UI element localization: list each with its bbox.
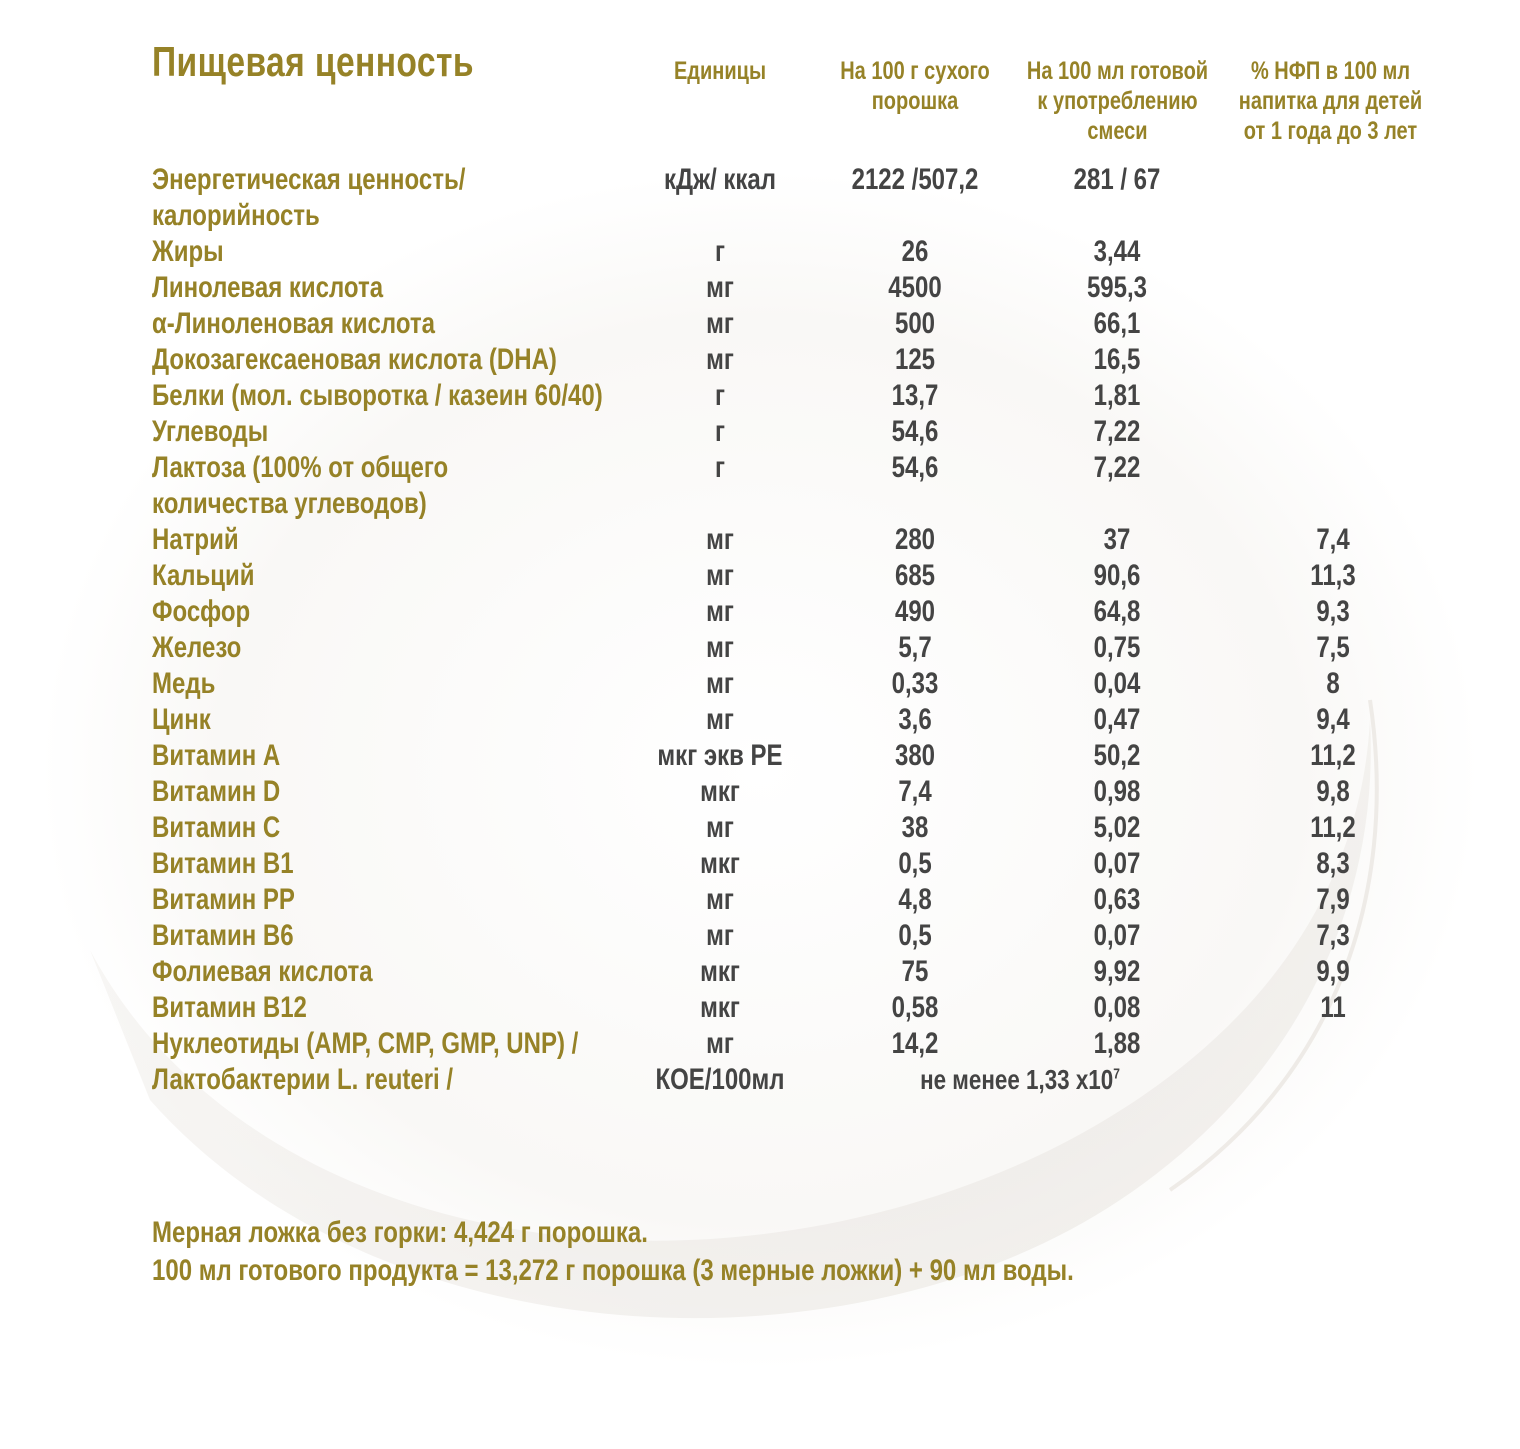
dry-value-cell: 4500 [888,271,942,304]
nutrient-name: Витамин С [152,811,281,844]
nutrient-name: Витамин РР [152,883,295,916]
nutrient-name: Линолевая кислота [152,271,384,304]
table-row [0,990,1520,1026]
table-row [0,378,1520,414]
percent-value-cell: 11,2 [1310,739,1356,772]
percent-value-cell: 11,2 [1310,811,1356,844]
unit-cell: мг [706,559,734,592]
unit-cell: мг [706,271,734,304]
table-row [0,630,1520,666]
dry-value-cell: 125 [894,343,936,376]
table-row [0,306,1520,342]
nutrient-name: Углеводы [152,415,269,448]
unit-cell: КОЕ/100мл [655,1063,785,1096]
table-row [0,522,1520,558]
ready-value-cell: 3,44 [1093,235,1141,268]
percent-value-cell: 9,9 [1316,955,1350,988]
unit-cell: мг [706,343,734,376]
table-row [0,342,1520,378]
dry-value-cell: 0,5 [898,847,932,880]
unit-cell: мкг [700,775,740,808]
nutrient-name: Белки (мол. сыворотка / казеин 60/40) [152,379,603,412]
table-row [0,1026,1520,1062]
dry-value-cell: 685 [894,559,936,592]
dry-value-cell: 4,8 [898,883,932,916]
dry-value-cell: 75 [901,955,929,988]
dry-value-cell: 38 [901,811,929,844]
unit-cell: г [715,235,725,268]
ready-value-cell: 0,75 [1093,631,1141,664]
unit-cell: мкг [700,991,740,1024]
nutrient-name: Нуклеотиды (AMP, CMP, GMP, UNP) / [152,1027,579,1060]
ready-value-cell: 0,04 [1093,667,1141,700]
page-title: Пищевая ценность [152,38,474,85]
ready-value-cell: 9,92 [1093,955,1141,988]
percent-value-cell: 8,3 [1316,847,1350,880]
ready-value-cell: 1,88 [1093,1027,1141,1060]
ready-value-cell: 5,02 [1093,811,1141,844]
header-percent-daily: % НФП в 100 мл напитка для детей от 1 года до 3 лет [1238,57,1423,145]
unit-cell: мг [706,919,734,952]
ready-value-cell: 7,22 [1093,415,1141,448]
percent-value-cell: 8 [1326,667,1340,700]
dry-value-cell: 280 [894,523,936,556]
ready-value-cell: 64,8 [1093,595,1141,628]
nutrient-name: Железо [152,631,242,664]
percent-value-cell: 7,9 [1316,883,1350,916]
ready-value-cell: 0,07 [1093,847,1141,880]
nutrient-name: Докозагексаеновая кислота (DHA) [152,343,557,376]
unit-cell: г [715,379,725,412]
nutrient-name: Фосфор [152,595,251,628]
dry-value-cell: 0,33 [891,667,939,700]
table-row [0,234,1520,270]
nutrient-name: Медь [152,667,216,700]
unit-cell: мг [706,523,734,556]
table-row [0,1062,1520,1098]
unit-cell: мг [706,883,734,916]
table-row [0,270,1520,306]
table-row [0,666,1520,702]
ready-value-cell: 50,2 [1093,739,1141,772]
header-units: Единицы [673,57,767,85]
ready-value-cell: 7,22 [1093,451,1141,484]
unit-cell: г [715,415,725,448]
unit-cell: кДж/ ккал [663,163,777,196]
dry-value-cell: 380 [894,739,936,772]
unit-cell: мкг [700,847,740,880]
unit-cell: мкг [700,955,740,988]
table-row [0,558,1520,594]
dry-value-cell: 7,4 [898,775,932,808]
table-row [0,594,1520,630]
unit-cell: мг [706,703,734,736]
dry-value-cell: 13,7 [891,379,939,412]
nutrient-name: Витамин А [152,739,281,772]
percent-value-cell: 7,5 [1316,631,1350,664]
dry-value-cell: 2122 /507,2 [851,163,979,196]
footer-scoop-note: Мерная ложка без горки: 4,424 г порошка. [152,1216,648,1249]
ready-value-cell: 0,08 [1093,991,1141,1024]
nutrient-name: Кальций [152,559,255,592]
percent-value-cell: 9,3 [1316,595,1350,628]
nutrient-name: Лактоза (100% от общего количества углеводов) [152,451,449,520]
ready-value-cell: 66,1 [1093,307,1141,340]
nutrient-name: Лактобактерии L. reuteri / [152,1063,454,1096]
unit-cell: г [715,451,725,484]
ready-value-cell: 0,47 [1093,703,1141,736]
nutrient-name: Витамин В1 [152,847,294,880]
unit-cell: мг [706,1027,734,1060]
unit-cell: мкг экв РЕ [657,739,783,772]
table-row [0,414,1520,450]
table-row [0,738,1520,774]
table-row [0,162,1520,234]
ready-value-cell: 16,5 [1093,343,1141,376]
ready-value-cell: 1,81 [1093,379,1141,412]
nutrient-name: Цинк [152,703,211,736]
dry-value-cell: 500 [894,307,936,340]
dry-value-cell: 54,6 [891,451,939,484]
lactobacteria-value-text: не менее 1,33 х10 [920,1064,1114,1095]
nutrient-name: Витамин D [152,775,281,808]
dry-value-cell: 3,6 [898,703,932,736]
dry-value-cell: 14,2 [891,1027,939,1060]
dry-value-cell: 54,6 [891,415,939,448]
header-ready-mix: На 100 мл готовой к употреблению смеси [1026,57,1209,145]
ready-value-cell: 0,98 [1093,775,1141,808]
nutrition-table [0,162,1520,1098]
table-row [0,450,1520,522]
dry-value-cell: 26 [901,235,929,268]
lactobacteria-value [892,1062,1148,1098]
dry-value-cell: 5,7 [898,631,932,664]
footer-notes [152,1214,1074,1290]
nutrient-name: Энергетическая ценность/ калорийность [152,163,466,232]
dry-value-cell: 0,5 [898,919,932,952]
header-dry-powder: На 100 г сухого порошка [840,57,990,115]
table-row [0,702,1520,738]
table-row [0,774,1520,810]
ready-value-cell: 0,07 [1093,919,1141,952]
percent-value-cell: 7,3 [1316,919,1350,952]
nutrient-name: Натрий [152,523,239,556]
unit-cell: мг [706,667,734,700]
nutrient-name: Витамин В6 [152,919,294,952]
table-row [0,810,1520,846]
ready-value-cell: 37 [1103,523,1131,556]
ready-value-cell: 595,3 [1086,271,1148,304]
percent-value-cell: 9,8 [1316,775,1350,808]
percent-value-cell: 7,4 [1316,523,1350,556]
table-row [0,846,1520,882]
nutrient-name: Жиры [152,235,224,268]
percent-value-cell: 11 [1320,991,1346,1024]
percent-value-cell: 11,3 [1310,559,1356,592]
footer-preparation-note: 100 мл готового продукта = 13,272 г порошка (3 мерные ложки) + 90 мл воды. [152,1254,1074,1287]
nutrient-name: Фолиевая кислота [152,955,373,988]
percent-value-cell: 9,4 [1316,703,1350,736]
table-row [0,882,1520,918]
dry-value-cell: 0,58 [891,991,939,1024]
unit-cell: мг [706,307,734,340]
unit-cell: мг [706,631,734,664]
lactobacteria-value-exponent: 7 [1113,1065,1120,1083]
unit-cell: мг [706,595,734,628]
ready-value-cell: 281 / 67 [1073,163,1161,196]
table-row [0,918,1520,954]
nutrient-name: Витамин В12 [152,991,307,1024]
table-row [0,954,1520,990]
nutrient-name: α-Линоленовая кислота [152,307,435,340]
unit-cell: мг [706,811,734,844]
dry-value-cell: 490 [894,595,936,628]
ready-value-cell: 90,6 [1093,559,1141,592]
ready-value-cell: 0,63 [1093,883,1141,916]
